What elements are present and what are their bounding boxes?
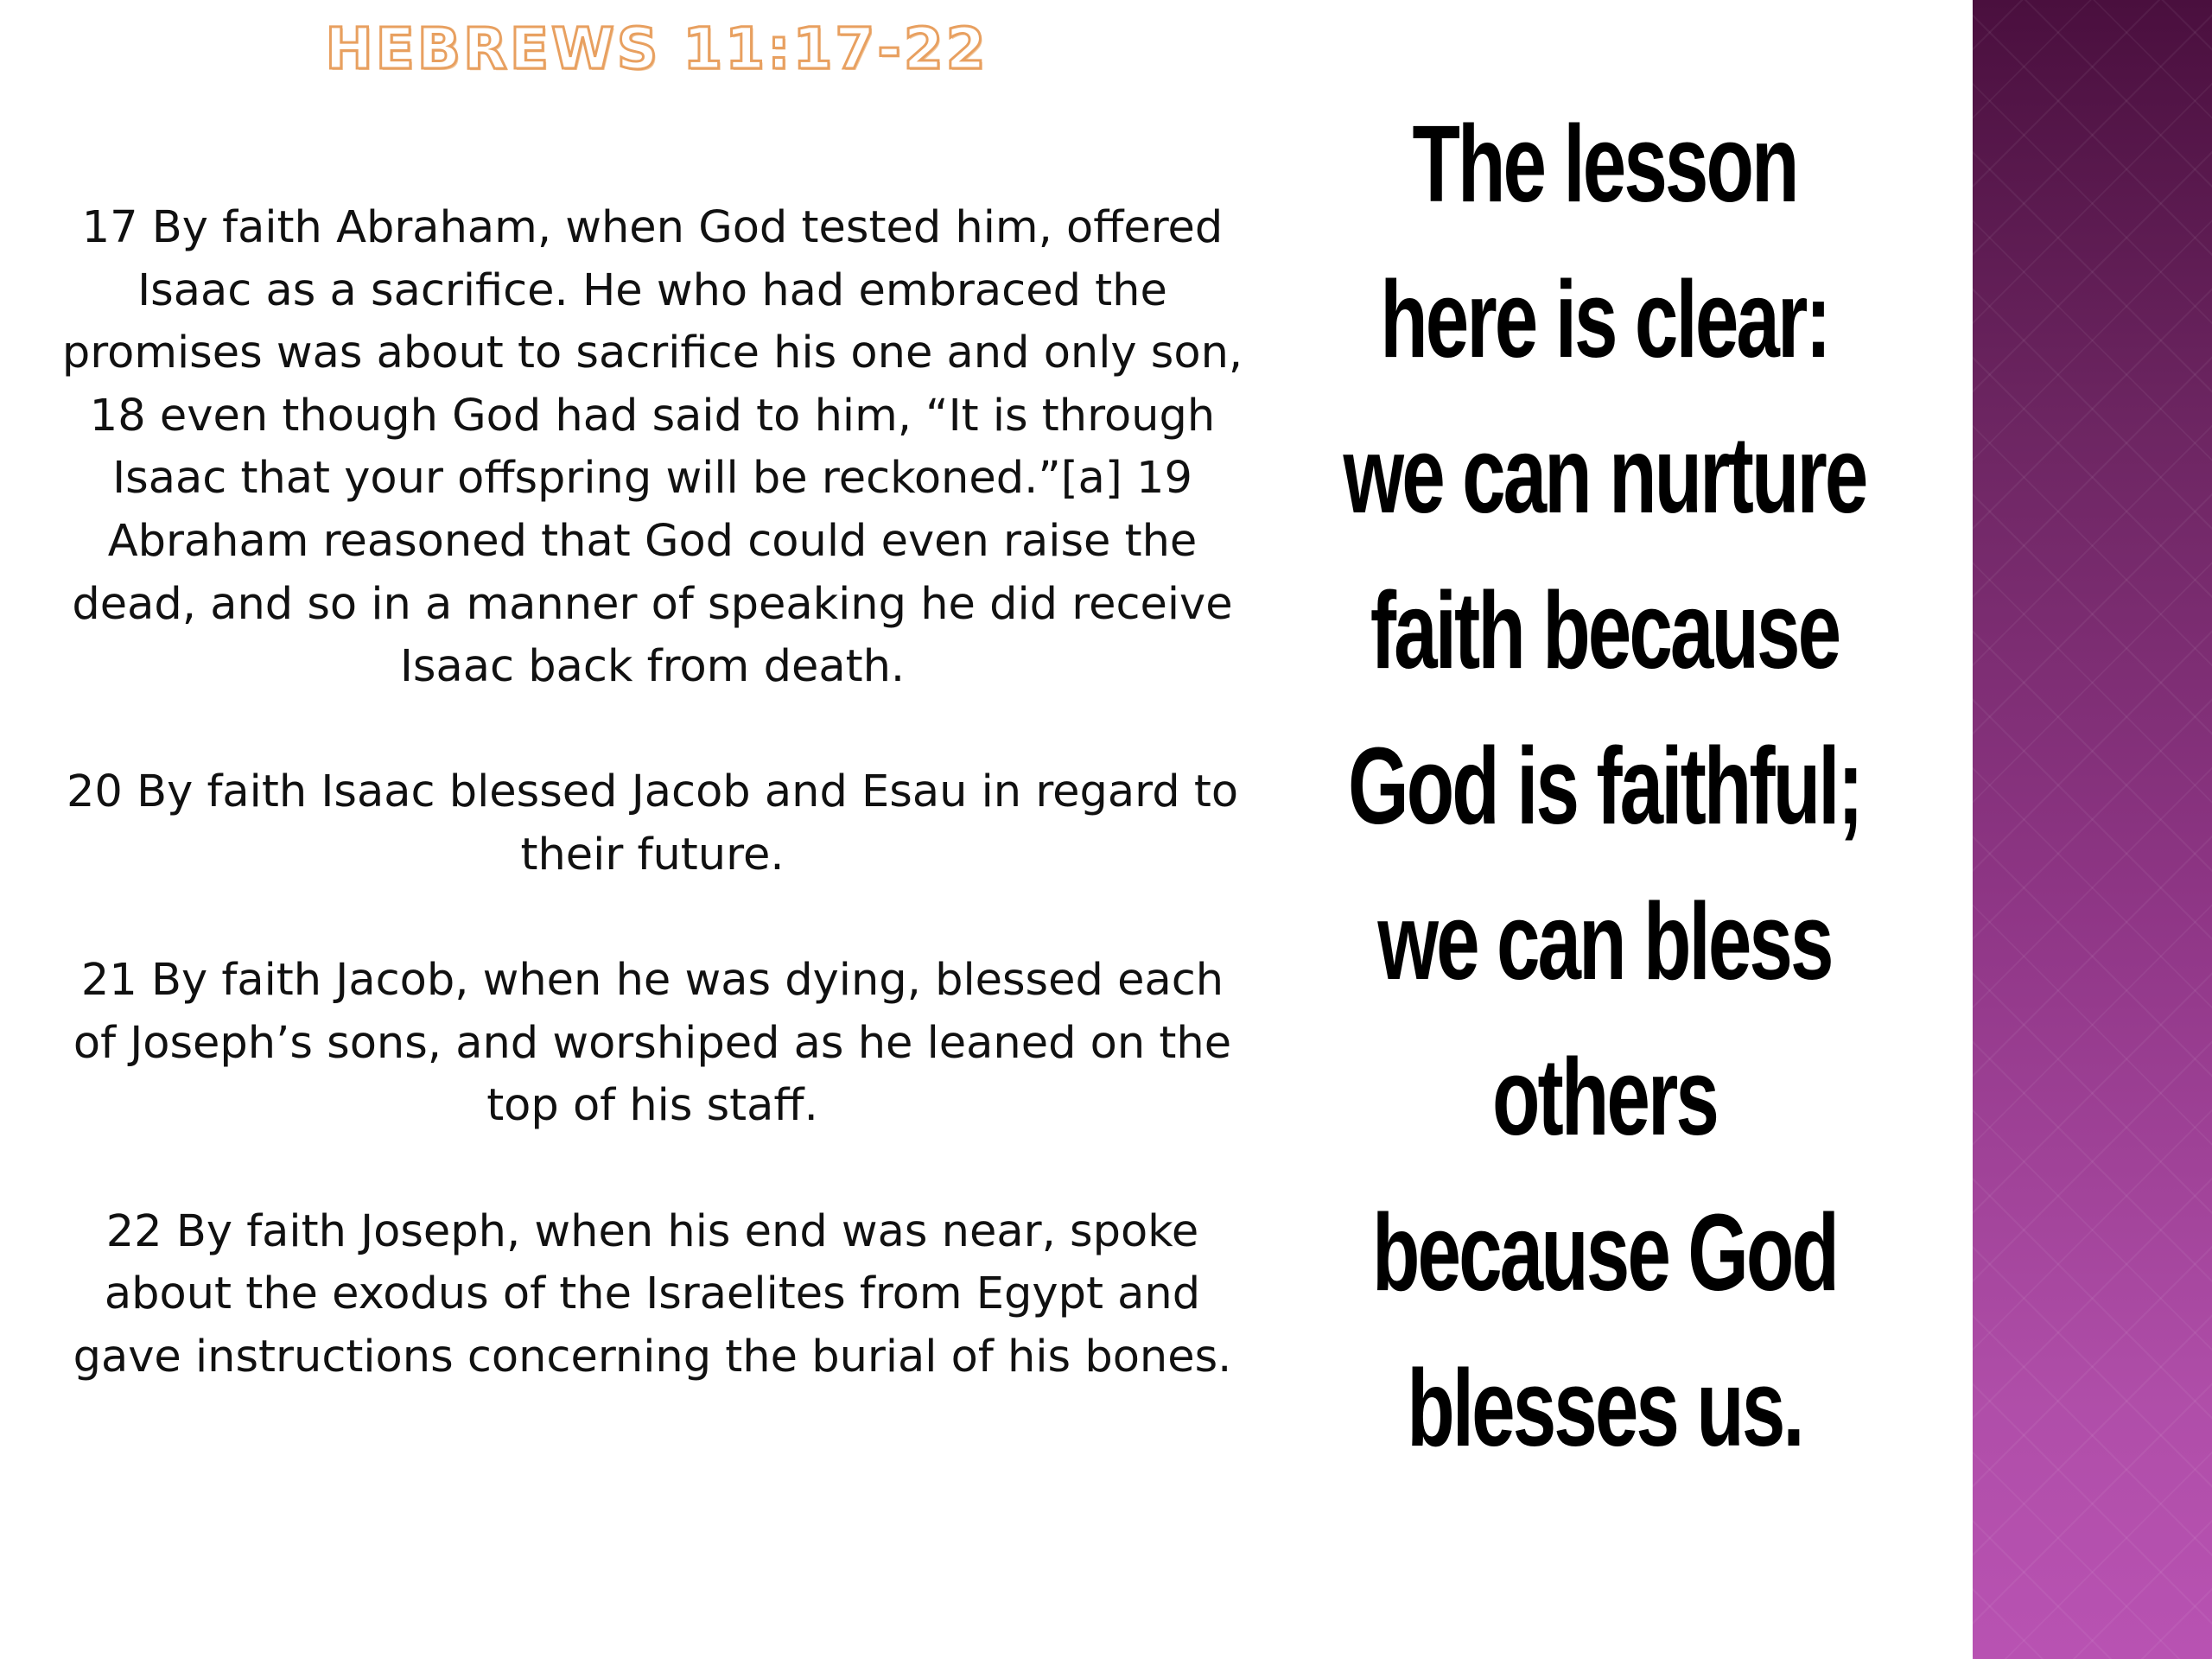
- slide-title: HEBREWS 11:17-22: [325, 16, 988, 82]
- decorative-side-panel: [1973, 0, 2212, 1659]
- lesson-statement: The lesson here is clear: we can nurture faith because God is faithful; we can bless others because God blesses us.: [1343, 103, 1866, 1469]
- scripture-passage: [60, 197, 1244, 1389]
- verse-17-19: 17 By faith Abraham, when God tested him, offered Isaac as a sacrifice. He who had embraced the promises was about to sacrifice his one and only son, 18 even though God had said to him, “It is through Isaac that your offspring will be reckoned.”[a] 19 Abraham reasoned that God could even raise the dead, and so in a manner of speaking he did receive Isaac back from death.: [61, 202, 1243, 693]
- verse-22: 22 By faith Joseph, when his end was near, spoke about the exodus of the Israelites from Egypt and gave instructions concerning the burial of his bones.: [73, 1205, 1232, 1382]
- verse-20: 20 By faith Isaac blessed Jacob and Esau in regard to their future.: [66, 766, 1239, 880]
- verse-21: 21 By faith Jacob, when he was dying, blessed each of Joseph’s sons, and worshiped as he leaned on the top of his staff.: [73, 955, 1232, 1132]
